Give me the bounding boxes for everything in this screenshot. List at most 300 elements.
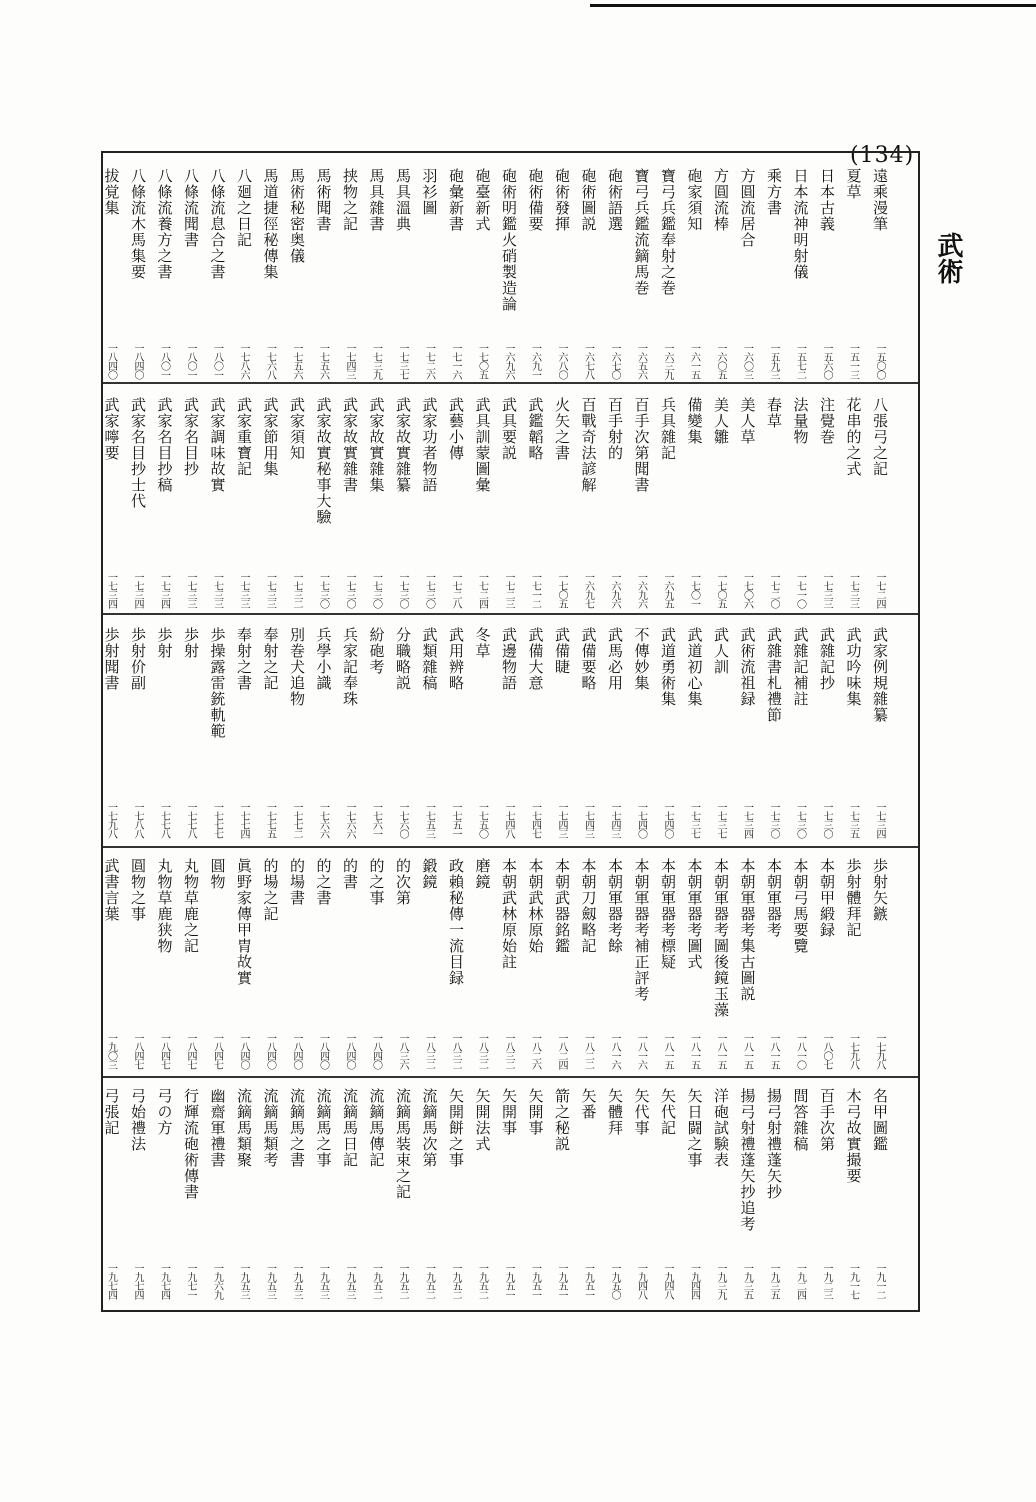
entry-title: 矢代事 [632, 1088, 651, 1136]
entry-title: 武藝小傳 [447, 397, 465, 461]
index-entry [364, 1088, 389, 1313]
index-entry [788, 627, 813, 852]
index-entry [761, 168, 786, 393]
entry-title: 冬草 [473, 627, 492, 659]
entry-page-number: 一八四七 [211, 1033, 223, 1069]
index-entry [523, 168, 548, 393]
index-entry [152, 397, 177, 622]
index-entry [655, 627, 680, 852]
entry-title: 注覺巻 [818, 397, 836, 445]
entry-page-number: 一七七七 [211, 802, 223, 838]
entry-page-number: 一七七四 [238, 802, 249, 838]
index-entry [125, 627, 150, 852]
entry-title: 流鏑馬装束之記 [394, 1088, 412, 1200]
index-entry [523, 858, 548, 1083]
entry-page-number: 一九五二 [476, 1263, 488, 1299]
entry-title: 乘方書 [765, 168, 783, 216]
entry-title: 八條流養方之書 [155, 168, 174, 280]
entry-page-number: 一七三三 [238, 572, 249, 608]
entry-page-number: 一七六〇 [397, 802, 408, 838]
index-entry [443, 397, 468, 622]
index-entry [364, 397, 389, 622]
index-entry [788, 858, 813, 1083]
index-entry [655, 397, 680, 622]
entry-page-number: 一七三〇 [344, 572, 355, 608]
entry-title: 夏草 [844, 168, 863, 200]
entry-title: 法量物 [791, 397, 810, 445]
index-entry [390, 397, 415, 622]
entry-page-number: 一五七二 [794, 343, 806, 379]
entry-title: 武家例規雜纂 [871, 627, 889, 723]
entry-title: 武邊物語 [500, 627, 518, 691]
entry-page-number: 一八三二 [503, 1033, 514, 1069]
entry-title: 百戰奇法諺解 [579, 397, 598, 493]
entry-page-number: 一八四〇 [317, 1033, 329, 1069]
entry-page-number: 一七一六 [450, 343, 461, 379]
entry-page-number: 一七三〇 [423, 572, 435, 608]
index-entry [284, 627, 309, 852]
index-entry [602, 627, 627, 852]
index-entry [125, 397, 150, 622]
entry-title: 百手次第 [818, 1088, 836, 1152]
index-entry [496, 168, 521, 393]
entry-page-number: 一八〇一 [158, 343, 170, 379]
entry-page-number: 一八〇一 [211, 343, 223, 379]
entry-page-number: 一九二三 [821, 1263, 832, 1299]
entry-page-number: 一七三三 [821, 572, 832, 608]
index-entry [337, 397, 362, 622]
index-entry [125, 168, 150, 393]
entry-page-number: 一七一〇 [794, 572, 806, 608]
entry-page-number: 一七〇六 [741, 572, 753, 608]
index-entry [655, 168, 680, 393]
index-entry [814, 168, 839, 393]
entry-title: 美人雛 [712, 397, 730, 445]
entry-page-number: 一九五一 [503, 1263, 514, 1299]
entry-title: 武家故實雜集 [367, 397, 386, 493]
index-entry [549, 168, 574, 393]
entry-page-number: 一七三〇 [317, 572, 329, 608]
entry-page-number: 一七四〇 [635, 802, 647, 838]
index-entry [337, 168, 362, 393]
entry-page-number: 一七二四 [476, 572, 488, 608]
entry-title: 流鏑馬之書 [288, 1088, 306, 1168]
index-entry [735, 1088, 760, 1313]
entry-page-number: 一九五〇 [609, 1263, 620, 1299]
entry-title: 幽齋軍禮書 [208, 1088, 227, 1168]
entry-title: 的書 [341, 858, 359, 890]
entry-title: 眞野家傳甲胄故實 [235, 858, 253, 986]
entry-page-number: 一八〇七 [821, 1033, 832, 1069]
entry-title: 箭之秘説 [553, 1088, 571, 1152]
entry-title: 本朝軍器考補正評考 [632, 858, 651, 1002]
entry-title: 砲術明鑑火硝製造論 [500, 168, 518, 312]
index-entry [152, 1088, 177, 1313]
entry-page-number: 一九二四 [794, 1263, 806, 1299]
entry-title: 奉射之書 [235, 627, 253, 691]
index-entry [470, 858, 495, 1083]
entry-page-number: 一七三五 [847, 802, 859, 838]
index-entry [284, 1088, 309, 1313]
index-entry [655, 858, 680, 1083]
index-entry [602, 168, 627, 393]
entry-page-number: 一八一六 [635, 1033, 647, 1069]
entry-page-number: 一七二三 [503, 572, 514, 608]
entry-page-number: 一九一七 [847, 1263, 859, 1299]
index-entry [178, 858, 203, 1083]
index-entry [284, 397, 309, 622]
entry-title: 方圓流棒 [712, 168, 730, 232]
entry-title: 本朝武林原始註 [500, 858, 518, 970]
index-entry [496, 627, 521, 852]
entry-title: 弓張記 [102, 1088, 121, 1136]
entry-title: 武家嚀要 [102, 397, 121, 461]
index-entry [231, 397, 256, 622]
entry-title: 八條流息合之書 [208, 168, 227, 280]
entry-page-number: 一五六〇 [821, 343, 832, 379]
entry-title: 寶弓兵鑑流鏑馬巻 [632, 168, 651, 296]
entry-page-number: 一七六八 [264, 343, 276, 379]
index-entry [549, 1088, 574, 1313]
index-entry [629, 397, 654, 622]
entry-page-number: 一七七八 [158, 802, 170, 838]
index-entry [417, 1088, 442, 1313]
entry-page-number: 一七三三 [847, 572, 859, 608]
entry-page-number: 一七九八 [105, 802, 117, 838]
entry-title: 馬具溫典 [394, 168, 412, 232]
index-entry [682, 168, 707, 393]
index-entry [205, 397, 230, 622]
index-entry [682, 627, 707, 852]
entry-title: 矢代記 [659, 1088, 677, 1136]
entry-title: 矢體拜 [606, 1088, 624, 1136]
entry-page-number: 一九三五 [768, 1263, 779, 1299]
entry-page-number: 一八三六 [397, 1033, 408, 1069]
entry-page-number: 一七三四 [132, 572, 143, 608]
entry-title: 武家故實秘事大驗 [314, 397, 333, 525]
index-entry [205, 168, 230, 393]
entry-page-number: 一六〇三 [741, 343, 753, 379]
entry-title: 馬具雜書 [367, 168, 386, 232]
index-entry [311, 858, 336, 1083]
index-entry [841, 627, 866, 852]
entry-page-number: 一六七〇 [609, 343, 620, 379]
entry-page-number: 一九五二 [423, 1263, 435, 1299]
index-entry [576, 627, 601, 852]
entry-title: 美人草 [738, 397, 757, 445]
index-entry [576, 168, 601, 393]
index-entry [99, 397, 124, 622]
entry-page-number: 一五一三 [847, 343, 859, 379]
entry-title: 八張弓之記 [871, 397, 889, 477]
index-entry [443, 858, 468, 1083]
index-entry [629, 858, 654, 1083]
entry-page-number: 一九四四 [688, 1263, 700, 1299]
entry-title: 歩操露雷銃軌範 [208, 627, 227, 739]
entry-page-number: 一六一五 [688, 343, 700, 379]
entry-page-number: 一九五一 [529, 1263, 541, 1299]
entry-page-number: 一六九七 [582, 572, 594, 608]
entry-title: 武備大意 [526, 627, 545, 691]
entry-title: 羽衫圖 [420, 168, 439, 216]
entry-title: 砲術語選 [606, 168, 624, 232]
entry-page-number: 一九七四 [105, 1263, 117, 1299]
entry-page-number: 一八二二 [582, 1033, 594, 1069]
index-entry [390, 168, 415, 393]
entry-title: 圓物 [208, 858, 227, 890]
index-entry [417, 397, 442, 622]
entry-page-number: 一七三四 [158, 572, 170, 608]
index-entry [205, 858, 230, 1083]
entry-page-number: 一九五三 [344, 1263, 355, 1299]
entry-title: 的次第 [394, 858, 412, 906]
entry-title: 本朝武器銘鑑 [553, 858, 571, 954]
entry-page-number: 一九六九 [211, 1263, 223, 1299]
entry-page-number: 一九五三 [264, 1263, 276, 1299]
entry-title: 歩射 [182, 627, 200, 659]
entry-page-number: 一七六六 [344, 802, 355, 838]
entry-title: 武術流祖録 [738, 627, 757, 707]
entry-page-number: 一七八八 [132, 802, 143, 838]
index-entry [814, 1088, 839, 1313]
entry-page-number: 一八四〇 [344, 1033, 355, 1069]
index-entry [99, 1088, 124, 1313]
entry-page-number: 一六五六 [635, 343, 647, 379]
entry-page-number: 一七三二 [291, 572, 302, 608]
entry-page-number: 一八一六 [609, 1033, 620, 1069]
entry-title: 武家名目抄稿 [155, 397, 174, 493]
entry-page-number: 一七四三 [582, 802, 594, 838]
index-entry [205, 627, 230, 852]
entry-title: 武家名目抄士代 [129, 397, 147, 509]
entry-page-number: 一七二八 [450, 572, 461, 608]
entry-title: 武雜書札禮節 [765, 627, 783, 723]
entry-page-number: 一七三〇 [794, 802, 806, 838]
index-entry [576, 397, 601, 622]
entry-page-number: 一七五六 [291, 343, 302, 379]
entry-page-number: 一七〇五 [556, 572, 567, 608]
entry-title: 砲家須知 [685, 168, 704, 232]
entry-title: 寶弓兵鑑奉射之巻 [659, 168, 677, 296]
index-entry [125, 858, 150, 1083]
index-entry [258, 397, 283, 622]
entry-page-number: 一七六六 [317, 802, 329, 838]
entry-title: 矢番 [579, 1088, 598, 1120]
index-entry [258, 858, 283, 1083]
entry-title: 馬術秘密奥儀 [288, 168, 306, 264]
entry-title: 武功吟味集 [844, 627, 863, 707]
entry-page-number: 一八一五 [662, 1033, 673, 1069]
index-entry [496, 1088, 521, 1313]
entry-title: 流鏑馬傳記 [367, 1088, 386, 1168]
entry-title: 武家故實雜纂 [394, 397, 412, 493]
entry-title: 的之事 [367, 858, 386, 906]
entry-page-number: 一七五六 [317, 343, 329, 379]
entry-title: 弓の方 [155, 1088, 174, 1136]
entry-page-number: 一七四〇 [662, 802, 673, 838]
entry-page-number: 一六三九 [662, 343, 673, 379]
entry-title: 武用辨略 [447, 627, 465, 691]
index-entry [841, 858, 866, 1083]
index-entry [99, 858, 124, 1083]
index-entry [364, 168, 389, 393]
entry-page-number: 一六〇五 [715, 343, 726, 379]
entry-page-number: 一九四八 [662, 1263, 673, 1299]
entry-title: 武家須知 [288, 397, 306, 461]
entry-page-number: 一七九八 [847, 1033, 859, 1069]
index-entry [152, 627, 177, 852]
entry-title: 武馬必用 [606, 627, 624, 691]
index-entry [443, 1088, 468, 1313]
entry-page-number: 一七四七 [529, 802, 541, 838]
index-entry [258, 168, 283, 393]
index-entry [417, 627, 442, 852]
index-entry [602, 858, 627, 1083]
entry-page-number: 一七二六 [423, 343, 435, 379]
entry-title: 鍛鏡 [420, 858, 439, 890]
entry-title: 花串的之式 [844, 397, 863, 477]
index-entry [841, 1088, 866, 1313]
entry-page-number: 一八一〇 [794, 1033, 806, 1069]
index-entry [178, 627, 203, 852]
entry-page-number: 一六七八 [582, 343, 594, 379]
entry-title: 武備要略 [579, 627, 598, 691]
entry-title: 本朝甲緞録 [818, 858, 836, 938]
index-entry [231, 168, 256, 393]
index-entry [576, 1088, 601, 1313]
index-entry [708, 627, 733, 852]
entry-page-number: 一八四〇 [370, 1033, 382, 1069]
index-entry [390, 627, 415, 852]
entry-page-number: 一九五三 [317, 1263, 329, 1299]
entry-page-number: 一八三二 [450, 1033, 461, 1069]
entry-title: 分職略説 [394, 627, 412, 691]
entry-page-number: 一八一五 [715, 1033, 726, 1069]
entry-title: 武家名目抄 [182, 397, 200, 477]
index-entry [761, 627, 786, 852]
entry-page-number: 一六九六 [609, 572, 620, 608]
index-entry [576, 858, 601, 1083]
entry-title: 本朝刀劔略記 [579, 858, 598, 954]
entry-title: 本朝軍器考圖後鏡玉藻 [712, 858, 730, 1018]
entry-page-number: 一七四三 [609, 802, 620, 838]
entry-page-number: 一七〇五 [715, 572, 726, 608]
index-entry [867, 397, 892, 622]
entry-page-number: 一七六一 [370, 802, 382, 838]
index-entry [761, 1088, 786, 1313]
entry-title: 流鏑馬之事 [314, 1088, 333, 1168]
index-entry [549, 627, 574, 852]
entry-page-number: 一八四〇 [291, 1033, 302, 1069]
index-entry [682, 397, 707, 622]
entry-page-number: 一六八〇 [556, 343, 567, 379]
index-entry [761, 397, 786, 622]
entry-page-number: 一九七一 [185, 1263, 196, 1299]
entry-page-number: 一八〇一 [185, 343, 196, 379]
entry-title: 武家故實雜書 [341, 397, 359, 493]
entry-title: 丸物草鹿之記 [182, 858, 200, 954]
entry-title: 流鏑馬日記 [341, 1088, 359, 1168]
entry-title: 的場之記 [261, 858, 280, 922]
index-entry [549, 397, 574, 622]
entry-page-number: 一七三〇 [397, 572, 408, 608]
index-entry [311, 397, 336, 622]
entry-title: 武家調味故實 [208, 397, 227, 493]
entry-page-number: 一七三七 [688, 802, 700, 838]
entry-page-number: 一七三〇 [768, 802, 779, 838]
entry-title: 武類雜稿 [420, 627, 439, 691]
entry-page-number: 一七四三 [556, 802, 567, 838]
index-entry [258, 627, 283, 852]
entry-page-number: 一八四〇 [132, 343, 143, 379]
index-entry [788, 1088, 813, 1313]
entry-page-number: 一六九一 [529, 343, 541, 379]
entry-title: 百手次第聞書 [632, 397, 651, 493]
entry-page-number: 一七七二 [291, 802, 302, 838]
index-entry [258, 1088, 283, 1313]
entry-title: 武家節用集 [261, 397, 280, 477]
index-entry [602, 1088, 627, 1313]
entry-title: 兵具雜記 [659, 397, 677, 461]
entry-title: 揚弓射禮蓬矢抄 [765, 1088, 783, 1200]
entry-title: 備變集 [685, 397, 704, 445]
index-entry [496, 858, 521, 1083]
index-entry [814, 858, 839, 1083]
entry-page-number: 一七三七 [397, 343, 408, 379]
entry-title: 流鏑馬類考 [261, 1088, 280, 1168]
index-entry [152, 858, 177, 1083]
entry-page-number: 一九五二 [370, 1263, 382, 1299]
entry-title: 遠乘漫筆 [871, 168, 889, 232]
index-entry [841, 168, 866, 393]
entry-title: 本朝軍器考集古圖説 [738, 858, 757, 1002]
entry-title: 別巻犬追物 [288, 627, 306, 707]
index-entry [602, 397, 627, 622]
entry-title: 日本流神明射儀 [791, 168, 810, 280]
entry-page-number: 一七三九 [370, 343, 382, 379]
entry-title: 磨鏡 [473, 858, 492, 890]
entry-title: 拔覚集 [102, 168, 121, 216]
index-entry [708, 168, 733, 393]
entry-title: 挟物之記 [341, 168, 359, 232]
index-entry [708, 858, 733, 1083]
entry-title: 百手射的 [606, 397, 624, 461]
entry-page-number: 一九七四 [158, 1263, 170, 1299]
index-entry [205, 1088, 230, 1313]
index-entry [735, 627, 760, 852]
entry-page-number: 一六九六 [503, 343, 514, 379]
index-entry [364, 627, 389, 852]
entry-title: 的之書 [314, 858, 333, 906]
index-entry [470, 1088, 495, 1313]
entry-page-number: 一八三二 [423, 1033, 435, 1069]
index-entry [337, 858, 362, 1083]
index-entry [523, 1088, 548, 1313]
entry-title: 武雜記抄 [818, 627, 836, 691]
index-entry [629, 168, 654, 393]
entry-page-number: 一八一五 [688, 1033, 700, 1069]
entry-title: 本朝軍器考 [765, 858, 783, 938]
entry-title: 弓始禮法 [129, 1088, 147, 1152]
entry-page-number: 一七七五 [264, 802, 276, 838]
entry-title: 春草 [765, 397, 783, 429]
entry-title: 政賴秘傳一流目録 [447, 858, 465, 986]
entry-title: 木弓故實撮要 [844, 1088, 863, 1184]
entry-title: 武家重寶記 [235, 397, 253, 477]
entry-title: 流鏑馬類聚 [235, 1088, 253, 1168]
entry-title: 八條流聞書 [182, 168, 200, 248]
index-entry [99, 168, 124, 393]
